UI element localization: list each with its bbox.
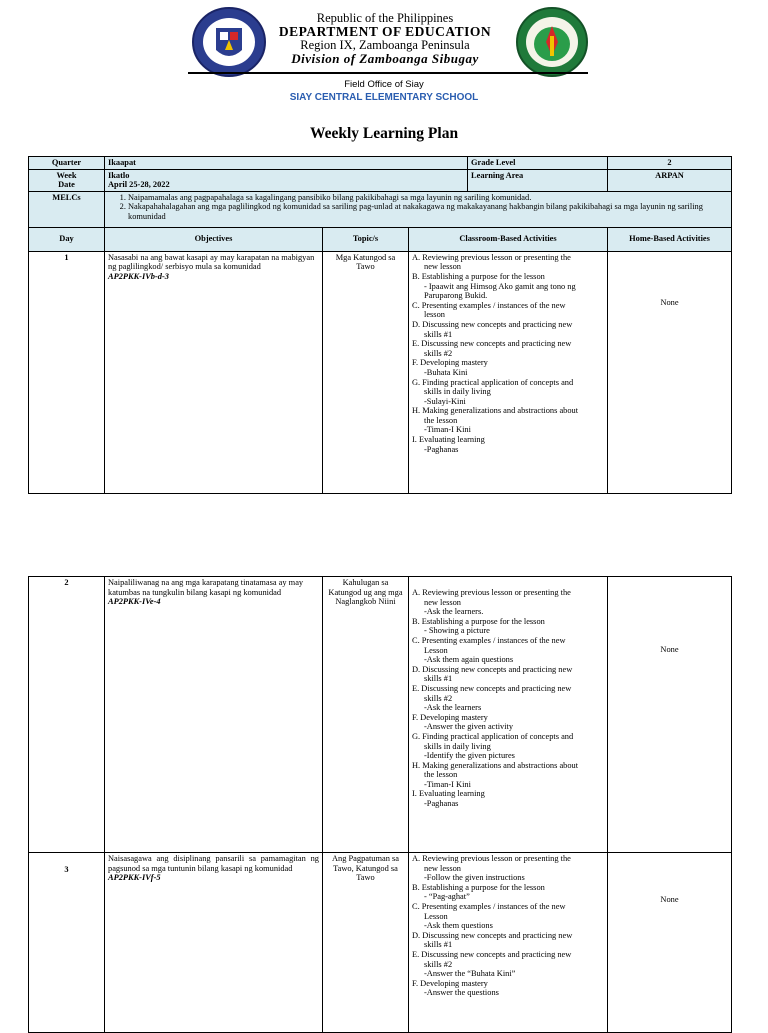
objective-text: Naisasagawa ang disiplinang pansarili sa pamamagitan ng pagsunod sa mga tuntunin bilang kasapi ng komunidad (108, 854, 319, 873)
week-date-label (29, 169, 105, 191)
activity-line: skills #2 (424, 959, 453, 969)
activity-line: F. Developing mastery (412, 712, 488, 722)
activity-line: skills in daily living (424, 387, 491, 397)
activity-line: - Showing a picture (424, 626, 490, 636)
day-number: 3 (29, 853, 105, 1033)
melc-item: 1. Naipamamalas ang pagpapahalaga sa kagalingang pansibiko bilang pakikibahagi sa mga layunin ng sariling komunidad. (128, 193, 728, 203)
activity-line: C. Presenting examples / instances of the new (412, 635, 566, 645)
activity-line: E. Discussing new concepts and practicing new (412, 339, 572, 349)
activity-line: H. Making generalizations and abstractions about (412, 760, 579, 770)
weekly-plan-table (28, 156, 732, 494)
activity-line: C. Presenting examples / instances of the new (412, 901, 566, 911)
activity-line: H. Making generalizations and abstractions about (412, 406, 579, 416)
activity-line: B. Establishing a purpose for the lesson (412, 271, 545, 281)
area-label: Learning Area (468, 169, 608, 191)
activity-line: -Paghanas (424, 799, 459, 809)
objective-cell (105, 251, 323, 493)
activity-line: skills #2 (424, 693, 453, 703)
activity-list (412, 253, 604, 454)
home-activity: None (608, 853, 732, 1033)
activity-line: -Buhata Kini (424, 367, 468, 377)
activity-line: the lesson (424, 770, 458, 780)
grade-label: Grade Level (468, 157, 608, 170)
header-text-block (250, 12, 520, 66)
activity-list (412, 854, 604, 998)
week-date-value (105, 169, 468, 191)
document-header (0, 0, 768, 142)
activity-line: F. Developing mastery (412, 978, 488, 988)
area-value: ARPAN (608, 169, 732, 191)
activity-line: -Ask them again questions (424, 655, 514, 665)
activity-line: -Follow the given instructions (424, 873, 525, 883)
day-number: 1 (29, 251, 105, 493)
activity-line: C. Presenting examples / instances of the new (412, 300, 566, 310)
activity-line: Paruparong Bukid. (424, 291, 488, 301)
activity-line: I. Evaluating learning (412, 435, 485, 445)
activity-line: -Timan-I Kini (424, 425, 471, 435)
activity-line: Lesson (424, 911, 448, 921)
activity-line: -Sulayi-Kini (424, 396, 466, 406)
quarter-value: Ikaapat (105, 157, 468, 170)
activity-line: lesson (424, 310, 445, 320)
activity-line: B. Establishing a purpose for the lesson (412, 616, 545, 626)
home-activity: None (608, 251, 732, 493)
activity-line: - “Pag-aghat” (424, 892, 470, 902)
classroom-activities (409, 251, 608, 493)
objective-code: AP2PKK-IVb-d-3 (108, 271, 169, 281)
activity-line: G. Finding practical application of concepts and (412, 377, 574, 387)
home-activity: None (608, 577, 732, 853)
quarter-label: Quarter (29, 157, 105, 170)
activity-line: skills #1 (424, 940, 453, 950)
activity-list (412, 578, 604, 809)
col-header-topics: Topic/s (323, 227, 409, 251)
activity-line: new lesson (424, 863, 461, 873)
activity-line: skills #1 (424, 674, 453, 684)
activity-line: -Answer the given activity (424, 722, 514, 732)
activity-line: -Paghanas (424, 444, 459, 454)
school-name: SIAY CENTRAL ELEMENTARY SCHOOL (289, 92, 479, 103)
date-value: April 25-28, 2022 (108, 180, 170, 190)
activity-line: B. Establishing a purpose for the lesson (412, 882, 545, 892)
republic-line: Republic of the Philippines (316, 11, 454, 25)
melc-item: 2. Nakapahahalagahan ang mga paglilingkod ng komunidad sa sariling pag-unlad at nakakagawa ng makakayanang hakbangin bilang pakikibahagi sa mga layunin ng sariling komunidad (128, 202, 728, 221)
weekly-plan-table-continued (28, 576, 732, 1033)
division-seal-logo (514, 6, 590, 78)
activity-line: G. Finding practical application of concepts and (412, 731, 574, 741)
objective-text: Naipaliliwanag na ang mga karapatang tinatamasa ay may katumbas na tungkulin bilang kasapi ng komunidad (108, 578, 304, 597)
department-line: DEPARTMENT OF EDUCATION (278, 24, 492, 39)
objective-code: AP2PKK-IVe-4 (108, 597, 161, 607)
table-row (29, 853, 732, 1033)
objective-cell (105, 853, 323, 1033)
activity-line: the lesson (424, 415, 458, 425)
activity-line: new lesson (424, 262, 461, 272)
grade-value: 2 (608, 157, 732, 170)
activity-line: -Answer the questions (424, 988, 499, 998)
col-header-home: Home-Based Activities (608, 227, 732, 251)
classroom-activities (409, 853, 608, 1033)
activity-line: skills #1 (424, 329, 453, 339)
division-line: Division of Zamboanga Sibugay (291, 51, 479, 66)
activity-line: D. Discussing new concepts and practicing new (412, 930, 573, 940)
col-header-day: Day (29, 227, 105, 251)
activity-line: D. Discussing new concepts and practicing new (412, 319, 573, 329)
activity-line: - Ipaawit ang Himsog Ako gamit ang tono ng (424, 281, 576, 291)
topic-cell: Mga Katungod sa Tawo (323, 251, 409, 493)
activity-line: -Answer the “Buhata Kini” (424, 969, 516, 979)
activity-line: A. Reviewing previous lesson or presenting the (412, 588, 571, 597)
activity-line: -Ask them questions (424, 921, 493, 931)
week-value: Ikatlo (108, 170, 130, 180)
activity-line: I. Evaluating learning (412, 789, 485, 799)
date-label: Date (58, 180, 75, 190)
activity-line: skills #2 (424, 348, 453, 358)
activity-line: A. Reviewing previous lesson or presenting the (412, 252, 571, 262)
day-number: 2 (29, 577, 105, 853)
topic-cell: Ang Pagpatuman sa Tawo, Katungod sa Tawo (323, 853, 409, 1033)
activity-line: -Identify the given pictures (424, 751, 515, 761)
week-label: Week (56, 170, 77, 180)
topic-cell: Kahulugan sa Katungod ug ang mga Naglangkob Niini (323, 577, 409, 853)
header-rule (188, 72, 588, 74)
col-header-objectives: Objectives (105, 227, 323, 251)
melcs-label: MELCs (29, 191, 105, 227)
field-office-line: Field Office of Siay (344, 79, 424, 90)
activity-line: D. Discussing new concepts and practicing new (412, 664, 573, 674)
table-row (29, 577, 732, 853)
region-line: Region IX, Zamboanga Peninsula (300, 38, 470, 52)
activity-line: skills in daily living (424, 741, 491, 751)
melcs-list (108, 193, 728, 222)
table-row (29, 251, 732, 493)
objective-code: AP2PKK-IVf-5 (108, 873, 161, 883)
melcs-cell (105, 191, 732, 227)
activity-line: E. Discussing new concepts and practicing new (412, 949, 572, 959)
activity-line: Lesson (424, 645, 448, 655)
activity-line: new lesson (424, 597, 461, 607)
activity-line: -Ask the learners (424, 703, 482, 713)
classroom-activities (409, 577, 608, 853)
activity-line: F. Developing mastery (412, 358, 488, 368)
activity-line: A. Reviewing previous lesson or presenting the (412, 854, 571, 863)
objective-text: Nasasabi na ang bawat kasapi ay may karapatan na mabigyan ng paglilingkod/ serbisyo mula sa komunidad (108, 252, 315, 272)
page-title: Weekly Learning Plan (309, 125, 459, 142)
objective-cell (105, 577, 323, 853)
activity-line: E. Discussing new concepts and practicing new (412, 683, 572, 693)
activity-line: -Timan-I Kini (424, 779, 471, 789)
activity-line: -Ask the learners. (424, 607, 484, 617)
col-header-classroom: Classroom-Based Activities (409, 227, 608, 251)
